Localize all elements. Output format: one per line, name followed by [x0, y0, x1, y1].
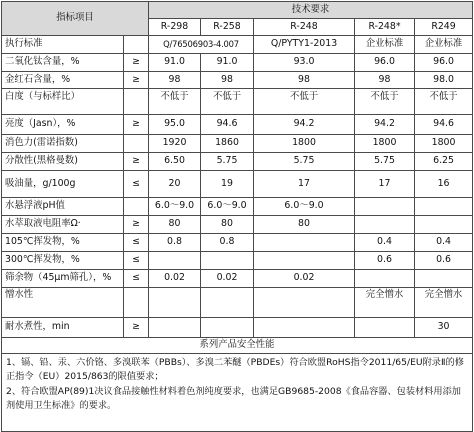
row-value: 5.75	[254, 153, 355, 171]
row-value: 6.0～9.0	[254, 198, 355, 216]
table-row	[2, 135, 473, 153]
safety-note-1: 1、镉、铅、汞、六价铬、多溴联苯（PBBs）、多溴二苯醚（PBDEs）符合欧盟RoHS指令2011/65/EU附录Ⅱ的修正指令（EU）2015/863的限值要求；	[6, 357, 464, 383]
row-value: 0.02	[254, 270, 355, 288]
row-value: 30	[415, 318, 473, 338]
table-row	[2, 234, 473, 252]
row-unit: ≥	[124, 216, 149, 234]
row-value: 93.0	[254, 54, 355, 72]
safety-note-2: 2、符合欧盟AP(89)1决议食品接触性材料着色剂纯度要求，也满足GB9685-2008《食品容器、包装材料用添加剂使用卫生标准》的要求。	[6, 385, 461, 411]
row-value: 5.75	[355, 153, 415, 171]
row-value: 企业标准	[355, 36, 415, 54]
row-value	[254, 288, 355, 318]
row-value: 20	[149, 171, 201, 198]
row-value: 6.0～9.0	[149, 198, 201, 216]
row-label: 亮度（Jasn），%	[2, 115, 124, 135]
row-value: 16	[415, 171, 473, 198]
row-value: 1800	[355, 135, 415, 153]
row-unit	[124, 89, 149, 115]
row-value	[355, 216, 415, 234]
row-value: 5.75	[201, 153, 254, 171]
row-value: 94.2	[254, 115, 355, 135]
row-value: 94.6	[201, 115, 254, 135]
row-value: 0.02	[149, 270, 201, 288]
row-unit: ≥	[124, 115, 149, 135]
product-name: R-258	[201, 19, 254, 36]
safety-title: 系列产品安全性能	[2, 338, 473, 354]
row-value: 96.0	[415, 54, 473, 72]
table-row	[2, 89, 473, 115]
row-label: 金红石含量，%	[2, 72, 124, 89]
row-label: 分散性(黑格曼数)	[2, 153, 124, 171]
row-unit	[124, 36, 149, 54]
row-value: 1800	[254, 135, 355, 153]
row-value: 95.0	[149, 115, 201, 135]
row-value	[355, 270, 415, 288]
row-label: 白度（与标样比）	[2, 89, 124, 115]
row-label: 筛余物（45μm筛孔），%	[2, 270, 124, 288]
row-value	[415, 270, 473, 288]
row-label: 耐水煮性，min	[2, 318, 124, 338]
row-value: 19	[201, 171, 254, 198]
row-value: 0.6	[415, 252, 473, 270]
safety-title-row	[2, 338, 473, 354]
row-value	[254, 252, 355, 270]
row-label: 二氧化钛含量，%	[2, 54, 124, 72]
row-value	[201, 252, 254, 270]
row-value	[415, 198, 473, 216]
table-row	[2, 72, 473, 89]
row-unit: ≤	[124, 252, 149, 270]
row-value	[355, 198, 415, 216]
safety-notes	[2, 354, 473, 432]
row-unit: ≤	[124, 234, 149, 252]
row-value	[201, 288, 254, 318]
row-value: 6.50	[149, 153, 201, 171]
header-row	[2, 2, 473, 19]
table-row	[2, 288, 473, 318]
row-value: 不低于	[149, 89, 201, 115]
row-value: 不低于	[254, 89, 355, 115]
row-value: Q/76506903-4.007	[149, 36, 254, 54]
row-value: 98.0	[415, 72, 473, 89]
row-value: 1800	[415, 135, 473, 153]
row-value: 企业标准	[415, 36, 473, 54]
product-name: R249	[415, 19, 473, 36]
row-value: 不低于	[355, 89, 415, 115]
table-row	[2, 153, 473, 171]
row-label: 吸油量，g/100g	[2, 171, 124, 198]
row-value	[149, 318, 201, 338]
row-unit: ≥	[124, 72, 149, 89]
row-value: 0.4	[355, 234, 415, 252]
row-unit: ≤	[124, 270, 149, 288]
row-value: 98	[201, 72, 254, 89]
table-row	[2, 216, 473, 234]
row-value: 80	[201, 216, 254, 234]
row-label: 水萃取液电阻率Ω·	[2, 216, 124, 234]
table-row	[2, 270, 473, 288]
product-name: R-248*	[355, 19, 415, 36]
row-value	[254, 234, 355, 252]
row-value: 98	[355, 72, 415, 89]
table-row	[2, 171, 473, 198]
row-value	[149, 288, 201, 318]
table-row	[2, 115, 473, 135]
table-row	[2, 198, 473, 216]
row-value: 0.8	[149, 234, 201, 252]
row-value: 6.0～9.0	[201, 198, 254, 216]
row-value: 80	[254, 216, 355, 234]
row-unit: ≥	[124, 318, 149, 338]
row-value	[201, 318, 254, 338]
row-value: 1860	[201, 135, 254, 153]
row-value: 94.2	[355, 115, 415, 135]
header-requirements: 技术要求	[149, 2, 473, 19]
row-value	[149, 252, 201, 270]
row-value: 6.25	[415, 153, 473, 171]
row-value: 17	[355, 171, 415, 198]
row-value: 98	[149, 72, 201, 89]
technical-spec-table	[1, 1, 473, 432]
row-label: 105℃挥发物，%	[2, 234, 124, 252]
row-value: Q/PYTY1-2013	[254, 36, 355, 54]
row-value: 98	[254, 72, 355, 89]
row-value: 96.0	[355, 54, 415, 72]
row-label: 消色力(雷诺指数)	[2, 135, 124, 153]
row-value: 完全憎水	[415, 288, 473, 318]
row-label: 水悬浮液pH值	[2, 198, 124, 216]
row-unit	[124, 198, 149, 216]
row-value: 91.0	[149, 54, 201, 72]
row-value: 0.6	[355, 252, 415, 270]
row-value: 94.6	[415, 115, 473, 135]
row-value: 91.0	[201, 54, 254, 72]
row-value: 完全憎水	[355, 288, 415, 318]
row-value: 不低于	[415, 89, 473, 115]
table-row	[2, 36, 473, 54]
safety-notes-row	[2, 354, 473, 432]
row-unit	[124, 135, 149, 153]
row-value	[355, 318, 415, 338]
table-row	[2, 54, 473, 72]
row-unit: ≤	[124, 171, 149, 198]
row-value: 0.02	[201, 270, 254, 288]
product-name: R-298	[149, 19, 201, 36]
row-label: 执行标准	[2, 36, 124, 54]
row-value: 80	[149, 216, 201, 234]
row-value: 不低于	[201, 89, 254, 115]
row-value	[415, 216, 473, 234]
row-label: 300℃挥发物，%	[2, 252, 124, 270]
row-value: 1920	[149, 135, 201, 153]
table-row	[2, 318, 473, 338]
row-value: 17	[254, 171, 355, 198]
row-unit	[124, 288, 149, 318]
row-value	[254, 318, 355, 338]
header-item: 指标项目	[2, 2, 149, 36]
row-label: 憎水性	[2, 288, 124, 318]
row-unit: ≥	[124, 153, 149, 171]
row-value: 0.4	[415, 234, 473, 252]
product-name: R-248	[254, 19, 355, 36]
row-value: 0.8	[201, 234, 254, 252]
table-row	[2, 252, 473, 270]
row-unit: ≥	[124, 54, 149, 72]
